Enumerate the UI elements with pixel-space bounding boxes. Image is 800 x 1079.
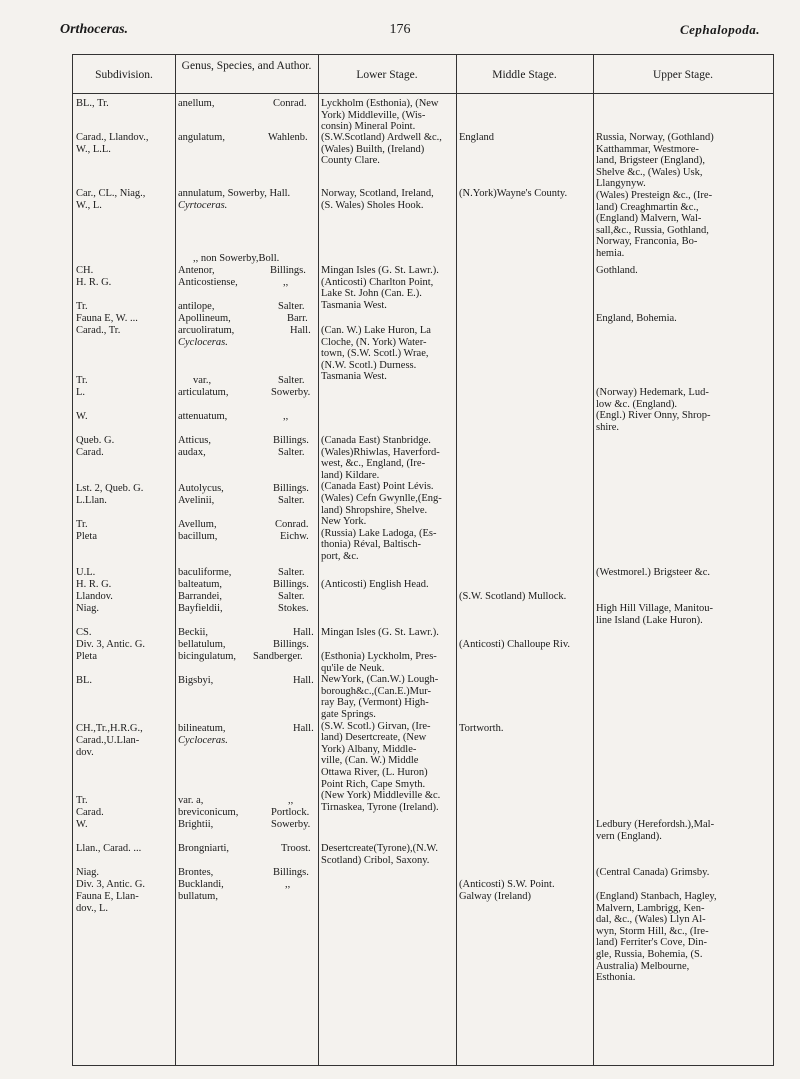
species-name: audax,: [178, 447, 206, 458]
subdivision-cell: Carad.: [76, 447, 104, 458]
species-name: Bigsbyi,: [178, 675, 214, 686]
lower-stage-locality: (Esthonia) Lyckholm, Pres- qu'ile de Neuk. NewYork, (Can.W.) Lough- borough&c.,(Can.E.)Mur- ray Bay, (Vermont) High- gate Springs. (S.W. Scotl.) Girvan, (Ire- land) Desertcreate, (New York) Albany, Middle- ville, (Can. W.) Middle Ottawa River, (L. Huron) Point Rich, Cape Smyth. (New York) Middleville &c. Tirnaskea, Tyrone (Ireland).: [321, 651, 441, 813]
author-name: Billings.: [270, 265, 306, 276]
species-name: angulatum,: [178, 132, 225, 143]
upper-stage-locality: (Central Canada) Grimsby.: [596, 867, 710, 878]
fossil-table: [72, 54, 774, 1066]
species-name: anellum,: [178, 98, 215, 109]
species-name: Antenor,: [178, 265, 215, 276]
subdivision-cell: L.Llan.: [76, 495, 107, 506]
species-name: breviconicum,: [178, 807, 239, 818]
author-name: Salter.: [278, 591, 305, 602]
author-name: Billings.: [273, 639, 309, 650]
author-name: Hall.: [293, 723, 314, 734]
author-name: Sowerby.: [271, 387, 311, 398]
subdivision-cell: Niag.: [76, 867, 100, 878]
author-name: Hall.: [290, 325, 311, 336]
author-name: Billings.: [273, 867, 309, 878]
subdivision-cell: Llandov.: [76, 591, 113, 602]
subdivision-cell: Carad., Tr.: [76, 325, 121, 336]
author-name: Billings.: [273, 435, 309, 446]
species-name: Brontes,: [178, 867, 214, 878]
subdivision-cell: Tr.: [76, 795, 88, 806]
upper-stage-locality: High Hill Village, Manitou- line Island (Lake Huron).: [596, 603, 713, 626]
author-name: Billings.: [273, 579, 309, 590]
author-name: Conrad.: [275, 519, 309, 530]
subdivision-cell: CH.,Tr.,H.R.G.,: [76, 723, 143, 734]
running-title-left: Orthoceras.: [60, 22, 129, 37]
upper-stage-locality: England, Bohemia.: [596, 313, 677, 324]
species-name: Apollineum,: [178, 313, 231, 324]
species-name: var.,: [193, 375, 212, 386]
species-name: Avelinii,: [178, 495, 215, 506]
species-name: Autolycus,: [178, 483, 224, 494]
species-name: Avellum,: [178, 519, 217, 530]
author-name: Troost.: [281, 843, 311, 854]
middle-stage-locality: Galway (Ireland): [459, 891, 532, 902]
author-name: Hall.: [293, 675, 314, 686]
subdivision-cell: Carad.: [76, 807, 104, 818]
lower-stage-locality: (Can. W.) Lake Huron, La Cloche, (N. York) Water- town, (S.W. Scotl.) Wrae, (N.W. Scotl.) Durness. Tasmania West.: [321, 325, 431, 383]
species-name: balteatum,: [178, 579, 223, 590]
middle-stage-locality: (Anticosti) Challoupe Riv.: [459, 639, 571, 650]
author-name: Salter.: [278, 447, 305, 458]
author-name: Eichw.: [280, 531, 309, 542]
author-name: ,,: [283, 411, 289, 422]
middle-stage-locality: (N.York)Wayne's County.: [459, 188, 568, 199]
species-name: Bucklandi,: [178, 879, 224, 890]
author-name: Wahlenb.: [268, 132, 308, 143]
subdivision-cell: dov., L.: [76, 903, 108, 914]
subdivision-cell: Div. 3, Antic. G.: [76, 639, 146, 650]
species-name: Atticus,: [178, 435, 211, 446]
subdivision-cell: H. R. G.: [76, 579, 112, 590]
author-name: Hall.: [293, 627, 314, 638]
synonym-genus: Cyrtoceras.: [178, 200, 228, 211]
subdivision-cell: Lst. 2, Queb. G.: [76, 483, 144, 494]
lower-stage-locality: Lyckholm (Esthonia), (New York) Middleville, (Wis- consin) Mineral Point.: [321, 98, 439, 133]
species-name: Beckii,: [178, 627, 209, 638]
upper-stage-locality: Gothland.: [596, 265, 638, 276]
subdivision-cell: Carad.,U.Llan-: [76, 735, 140, 746]
subdivision-cell: L.: [76, 387, 86, 398]
subdivision-cell: W.: [76, 411, 88, 422]
col-head-subdivision: Subdivision.: [95, 69, 153, 81]
species-name: var. a,: [178, 795, 204, 806]
subdivision-cell: H. R. G.: [76, 277, 112, 288]
subdivision-cell: BL., Tr.: [76, 98, 109, 109]
upper-stage-locality: Ledbury (Herefordsh.),Mal- vern (England).: [596, 819, 715, 842]
lower-stage-locality: Norway, Scotland, Ireland, (S. Wales) Sholes Hook.: [321, 188, 434, 211]
author-name: ,,: [288, 795, 294, 806]
author-name: ,,: [285, 879, 291, 890]
author-name: Barr.: [287, 313, 308, 324]
upper-stage-locality: (Westmorel.) Brigsteer &c.: [596, 567, 711, 578]
species-name: bellatulum,: [178, 639, 226, 650]
author-name: Billings.: [273, 483, 309, 494]
lower-stage-locality: Mingan Isles (G. St. Lawr.).: [321, 627, 439, 638]
author-name: Salter.: [278, 495, 305, 506]
subdivision-cell: W., L.: [76, 200, 102, 211]
species-name: bicingulatum,: [178, 651, 237, 662]
subdivision-cell: W.: [76, 819, 88, 830]
subdivision-cell: Pleta: [76, 651, 97, 662]
subdivision-cell: Queb. G.: [76, 435, 115, 446]
upper-stage-locality: (Norway) Hedemark, Lud- low &c. (England). (Engl.) River Onny, Shrop- shire.: [596, 387, 711, 433]
species-name: Anticostiense,: [178, 277, 238, 288]
species-name: annulatum, Sowerby, Hall.: [178, 188, 291, 199]
subdivision-cell: dov.: [76, 747, 94, 758]
col-head-lower: Lower Stage.: [356, 69, 418, 81]
lower-stage-locality: (Anticosti) English Head.: [321, 579, 429, 590]
lower-stage-locality: Mingan Isles (G. St. Lawr.). (Anticosti) Charlton Point, Lake St. John (Can. E.). Tasmania West.: [321, 265, 439, 311]
subdivision-cell: Tr.: [76, 519, 88, 530]
page-header: [0, 22, 800, 44]
subdivision-cell: CH.: [76, 265, 94, 276]
subdivision-cell: Div. 3, Antic. G.: [76, 879, 146, 890]
subdivision-cell: W., L.L.: [76, 144, 111, 155]
author-name: Salter.: [278, 301, 305, 312]
author-name: ,,: [283, 277, 289, 288]
subdivision-cell: Fauna E, W. ...: [76, 313, 138, 324]
species-name: baculiforme,: [178, 567, 232, 578]
author-name: Salter.: [278, 375, 305, 386]
species-name: attenuatum,: [178, 411, 228, 422]
lower-stage-locality: (S.W.Scotland) Ardwell &c., (Wales) Builth, (Ireland) County Clare.: [321, 132, 442, 167]
middle-stage-locality: (S.W. Scotland) Mullock.: [459, 591, 567, 602]
species-name: arcuoliratum,: [178, 325, 235, 336]
subdivision-cell: CS.: [76, 627, 92, 638]
middle-stage-locality: England: [459, 132, 494, 143]
author-name: Salter.: [278, 567, 305, 578]
col-head-middle: Middle Stage.: [492, 69, 557, 81]
lower-stage-locality: (Canada East) Stanbridge. (Wales)Rhiwlas, Haverford- west, &c., England, (Ire- land) Kildare. (Canada East) Point Lévis. (Wales) Cefn Gwynlle,(Eng- land) Shropshire, Shelve. New York. (Russia) Lake Ladoga, (Es- thonia) Réval, Baltisch- port, &c.: [321, 435, 442, 562]
subdivision-cell: Llan., Carad. ...: [76, 843, 142, 854]
col-head-upper: Upper Stage.: [652, 69, 714, 81]
species-name: bullatum,: [178, 891, 218, 902]
middle-stage-locality: Tortworth.: [459, 723, 504, 734]
subdivision-cell: BL.: [76, 675, 93, 686]
subdivision-cell: Car., CL., Niag.,: [76, 188, 146, 199]
author-name: Sowerby.: [271, 819, 311, 830]
subdivision-cell: Niag.: [76, 603, 100, 614]
subdivision-cell: U.L.: [76, 567, 96, 578]
author-name: Conrad.: [273, 98, 307, 109]
species-name: Bayfieldii,: [178, 603, 223, 614]
species-name: bacillum,: [178, 531, 218, 542]
col-head-genus: Genus, Species, and Author.: [181, 60, 312, 72]
species-name: Brightii,: [178, 819, 214, 830]
upper-stage-locality: Russia, Norway, (Gothland) Katthammar, Westmore- land, Brigsteer (England), Shelve &c., (Wales) Usk, Llangynyw. (Wales) Presteign &c., (Ire- land) Creaghmartin &c., (England) Malvern, Wal- sall,&c., Russia, Gothland, Norway, Franconia, Bo- hemia.: [596, 132, 714, 259]
synonym-genus: Cycloceras.: [178, 735, 228, 746]
species-name: Barrandei,: [178, 591, 223, 602]
subdivision-cell: Carad., Llandov.,: [76, 132, 149, 143]
page-number: 176: [389, 22, 411, 37]
species-name: Brongniarti,: [178, 843, 230, 854]
subdivision-cell: Tr.: [76, 301, 88, 312]
subdivision-cell: Pleta: [76, 531, 97, 542]
species-name: ,, non Sowerby,Boll.: [193, 253, 280, 264]
author-name: Stokes.: [278, 603, 309, 614]
species-name: antilope,: [178, 301, 215, 312]
species-name: articulatum,: [178, 387, 229, 398]
middle-stage-locality: (Anticosti) S.W. Point.: [459, 879, 555, 890]
lower-stage-locality: Desertcreate(Tyrone),(N.W. Scotland) Cribol, Saxony.: [321, 843, 438, 866]
author-name: Portlock.: [271, 807, 310, 818]
subdivision-cell: Tr.: [76, 375, 88, 386]
author-name: Sandberger.: [253, 651, 303, 662]
upper-stage-locality: (England) Stanbach, Hagley, Malvern, Lambrigg, Ken- dal, &c., (Wales) Llyn Al- wyn, Storm Hill, &c., (Ire- land) Ferriter's Cove, Din- gle, Russia, Bohemia, (S. Australia) Melbourne, Esthonia.: [596, 891, 717, 984]
running-title-right: Cephalopoda.: [679, 22, 760, 37]
synonym-genus: Cycloceras.: [178, 337, 228, 348]
subdivision-cell: Fauna E, Llan-: [76, 891, 139, 902]
species-name: bilineatum,: [178, 723, 226, 734]
